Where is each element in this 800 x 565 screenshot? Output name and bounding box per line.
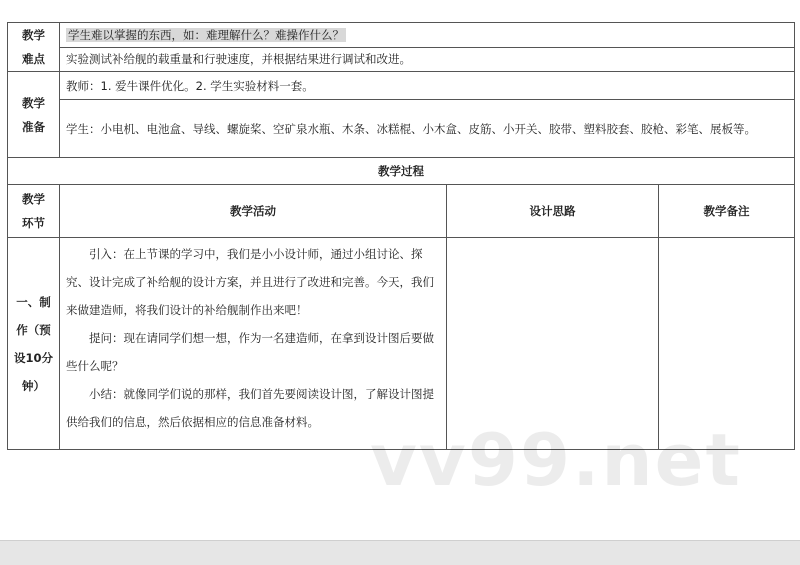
difficulty-label: 教学 难点 [8, 23, 60, 72]
stage-column-header: 教学 环节 [8, 185, 60, 238]
preparation-label: 教学 准备 [8, 72, 60, 158]
student-preparation: 学生：小电机、电池盒、导线、螺旋桨、空矿泉水瓶、木条、冰糕棍、小木盒、皮筋、小开关、胶带、塑料胶套、胶枪、彩笔、展板等。 [60, 100, 795, 158]
bottom-scroll-area[interactable] [0, 540, 800, 565]
intro-paragraph: 引入：在上节课的学习中，我们是小小设计师，通过小组讨论、探究、设计完成了补给舰的设计方案，并且进行了改进和完善。今天，我们来做建造师，将我们设计的补给舰制作出来吧！ [66, 247, 434, 317]
highlighted-text: 学生难以掌握的东西，如：难理解什么？难操作什么？ [68, 27, 344, 42]
lesson-plan-table [7, 22, 795, 450]
design-column-header: 设计思路 [447, 185, 659, 238]
difficulty-line-2: 实验测试补给舰的载重量和行驶速度，并根据结果进行调试和改进。 [60, 47, 795, 72]
activity-column-header: 教学活动 [60, 185, 447, 238]
teacher-preparation: 教师：1. 爱牛课件优化。2. 学生实验材料一套。 [60, 72, 795, 100]
watermark: vv99.net [370, 418, 742, 502]
question-paragraph: 提问：现在请同学们想一想，作为一名建造师，在拿到设计图后要做些什么呢？ [66, 331, 434, 373]
summary-paragraph: 小结：就像同学们说的那样，我们首先要阅读设计图，了解设计图提供给我们的信息，然后依据相应的信息准备材料。 [66, 387, 434, 429]
process-title: 教学过程 [8, 158, 795, 185]
stage-name: 一、制 作（预 设10分 钟） [8, 238, 60, 450]
notes-column-header: 教学备注 [659, 185, 795, 238]
difficulty-line-1 [60, 23, 795, 48]
